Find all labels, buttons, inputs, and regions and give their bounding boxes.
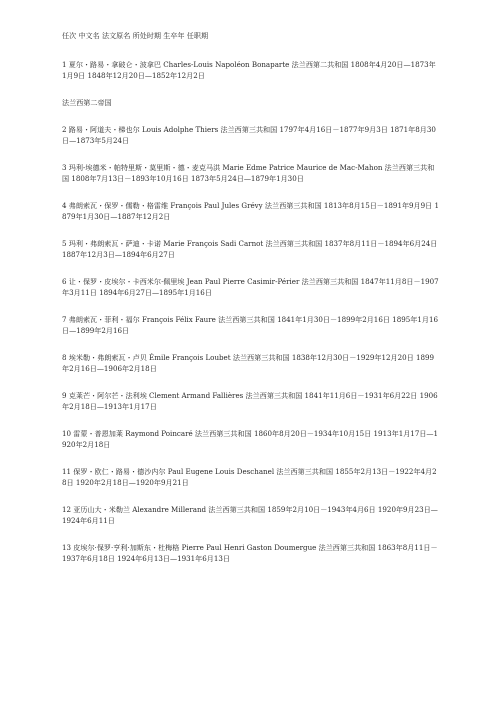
document-page [62,30,440,580]
list-item: 8 埃米勒・弗朗索瓦・卢贝 Émile François Loubet 法兰西第三共和国 1838年12月30日－1929年12月20日 1899年2月16日—1906年2月18日 [62,353,435,373]
list-item: 4 弗朗索瓦・保罗・儒勒・格雷维 François Paul Jules Grévy 法兰西第三共和国 1813年8月15日－1891年9月9日 1879年1月30日—1887年12月2日 [62,201,440,221]
list-item: 9 克莱芒・阿尔芒・法利埃 Clement Armand Fallières 法兰西第三共和国 1841年11月6日－1931年6月22日 1906年2月18日—1913年1月17日 [62,391,438,411]
table-header: 任次 中文名 法文原名 所处时期 生卒年 任职期 [62,31,209,40]
list-item: 13 皮埃尔·保罗·亨利·加斯东・杜梅格 Pierre Paul Henri Gaston Doumergue 法兰西第三共和国 1863年8月11日－1937年6月18日 1924年6月13日—1931年6月13日 [62,543,438,563]
list-item: 1 夏尔・路易・拿破仑・波拿巴 Charles-Louis Napoléon Bonaparte 法兰西第二共和国 1808年4月20日—1873年1月9日 1848年12月20日—1852年12月2日 [62,60,436,80]
list-item: 5 玛利・弗朗索瓦・萨迪・卡诺 Marie François Sadi Carnot 法兰西第三共和国 1837年8月11日－1894年6月24日 1887年12月3日—1894年6月27日 [62,239,438,259]
list-item: 10 雷蒙・普恩加莱 Raymond Poincaré 法兰西第三共和国 1860年8月20日－1934年10月15日 1913年1月17日—1920年2月18日 [62,429,439,449]
list-item: 7 弗朗索瓦・菲利・福尔 François Félix Faure 法兰西第三共和国 1841年1月30日－1899年2月16日 1895年1月16日—1899年2月16日 [62,315,438,335]
list-item: 11 保罗・欧仁・路易・德沙内尔 Paul Eugene Louis Deschanel 法兰西第三共和国 1855年2月13日－1922年4月28日 1920年2月18日—1920年9月21日 [62,467,437,487]
list-item: 12 亚历山大・米勒兰 Alexandre Millerand 法兰西第三共和国 1859年2月10日－1943年4月6日 1920年9月23日—1924年6月11日 [62,505,438,525]
list-item: 6 让・保罗・皮埃尔・卡西米尔·佩里埃 Jean Paul Pierre Casimir-Périer 法兰西第三共和国 1847年11月8日－1907年3月11日 1894年6月27日—1895年1月16日 [62,277,439,297]
list-item: 3 玛利-埃德米・帕特里斯・莫里斯・德・麦克马洪 Marie Edme Patrice Maurice de Mac-Mahon 法兰西第三共和国 1808年7月13日－1893年10月16日 1873年5月24日—1879年1月30日 [62,163,435,183]
list-item: 2 路易・阿道夫・梯也尔 Louis Adolphe Thiers 法兰西第三共和国 1797年4月16日－1877年9月3日 1871年8月30日—1873年5月24日 [62,125,436,145]
section-heading: 法兰西第二帝国 [62,98,112,107]
